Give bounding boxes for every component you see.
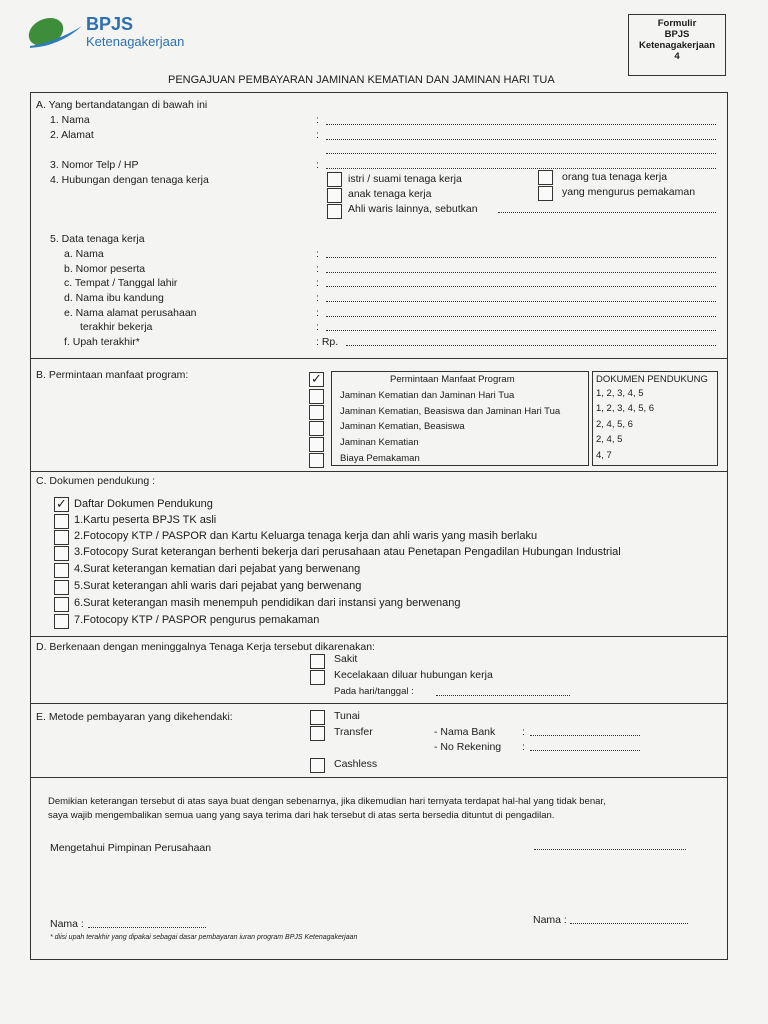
label-nama-right: Nama :	[533, 914, 567, 926]
program-table	[331, 371, 589, 466]
colon: :	[316, 321, 319, 333]
doc-item: 2.Fotocopy KTP / PASPOR dan Kartu Keluarga tenaga kerja dan ahli waris yang masih berlaku	[74, 530, 538, 542]
check-icon: ✓	[311, 371, 322, 386]
label-tk-nama: a. Nama	[64, 248, 104, 260]
checkbox-ahli-waris[interactable]	[327, 204, 342, 219]
option-transfer: Transfer	[334, 726, 373, 738]
option-ahli-waris: Ahli waris lainnya, sebutkan	[348, 203, 478, 215]
colon: :	[522, 741, 525, 753]
nama-left-field[interactable]	[88, 927, 206, 928]
upah-field[interactable]	[346, 345, 716, 346]
perusahaan-field-2[interactable]	[326, 330, 716, 331]
checkbox-daftar-dokumen[interactable]	[54, 497, 69, 512]
doc-item: 7.Fotocopy KTP / PASPOR pengurus pemakaman	[74, 614, 320, 626]
formbox-l4: 4	[674, 51, 680, 62]
ttl-field[interactable]	[326, 286, 716, 287]
label-terakhir-bekerja: terakhir bekerja	[80, 321, 153, 333]
ibu-kandung-field[interactable]	[326, 301, 716, 302]
docs-row: 2, 4, 5	[596, 434, 623, 445]
section-e-heading: E. Metode pembayaran yang dikehendaki:	[36, 711, 233, 723]
docs-row: 4, 7	[596, 450, 612, 461]
checkbox-istri-suami[interactable]	[327, 172, 342, 187]
checkbox-program-3[interactable]	[309, 421, 324, 436]
option-istri-suami: istri / suami tenaga kerja	[348, 173, 462, 185]
page-title: PENGAJUAN PEMBAYARAN JAMINAN KEMATIAN DAN JAMINAN HARI TUA	[168, 74, 555, 86]
rp-prefix: : Rp.	[316, 336, 339, 348]
label-mengetahui: Mengetahui Pimpinan Perusahaan	[50, 842, 212, 854]
footnote: * diisi upah terakhir yang dipakai sebagai dasar pembayaran iuran program BPJS Ketenagakerjaan	[50, 934, 358, 941]
bpjs-logo	[26, 12, 226, 52]
colon: :	[316, 307, 319, 319]
label-perusahaan: e. Nama alamat perusahaan	[64, 307, 197, 319]
doc-item: 1.Kartu peserta BPJS TK asli	[74, 514, 217, 526]
option-tunai: Tunai	[334, 710, 360, 722]
hari-tanggal-field[interactable]	[436, 695, 570, 696]
checkbox-cashless[interactable]	[310, 758, 325, 773]
divider-de	[30, 703, 727, 704]
option-orang-tua: orang tua tenaga kerja	[562, 171, 668, 183]
docs-row: 1, 2, 3, 4, 5	[596, 388, 644, 399]
section-d-heading: D. Berkenaan dengan meninggalnya Tenaga Kerja tersebut dikarenakan:	[36, 641, 375, 653]
option-sakit: Sakit	[334, 653, 358, 665]
checkbox-doc-5[interactable]	[54, 580, 69, 595]
section-b-heading: B. Permintaan manfaat program:	[36, 369, 189, 381]
checkbox-doc-2[interactable]	[54, 530, 69, 545]
doc-item: Daftar Dokumen Pendukung	[74, 498, 213, 510]
divider-ab	[30, 358, 727, 359]
label-hubungan: 4. Hubungan dengan tenaga kerja	[50, 174, 209, 186]
checkbox-program-5[interactable]	[309, 453, 324, 468]
label-nama: 1. Nama	[50, 114, 90, 126]
label-telp: 3. Nomor Telp / HP	[50, 159, 139, 171]
option-kecelakaan: Kecelakaan diluar hubungan kerja	[334, 669, 493, 681]
doc-item: 5.Surat keterangan ahli waris dari pejabat yang berwenang	[74, 580, 362, 592]
nomor-peserta-field[interactable]	[326, 272, 716, 273]
label-nama-left: Nama :	[50, 918, 84, 930]
checkbox-doc-6[interactable]	[54, 597, 69, 612]
checkbox-anak[interactable]	[327, 188, 342, 203]
leaf-logo-icon	[26, 12, 84, 50]
section-c-heading: C. Dokumen pendukung :	[36, 475, 156, 487]
colon: :	[522, 726, 525, 738]
form-number-box	[628, 14, 726, 76]
checkbox-kecelakaan[interactable]	[310, 670, 325, 685]
section-a-heading: A. Yang bertandatangan di bawah ini	[36, 99, 208, 111]
colon: :	[316, 159, 319, 171]
tk-nama-field[interactable]	[326, 257, 716, 258]
declaration-line-1: Demikian keterangan tersebut di atas saya buat dengan sebenarnya, jika dikemudian hari ternyata terdapat hal-hal yang tidak benar,	[48, 796, 606, 807]
checkbox-transfer[interactable]	[310, 726, 325, 741]
checkbox-program-4[interactable]	[309, 437, 324, 452]
label-ttl: c. Tempat / Tanggal lahir	[64, 277, 178, 289]
check-icon: ✓	[56, 496, 67, 511]
telp-field[interactable]	[326, 168, 716, 169]
label-nama-bank: - Nama Bank	[434, 726, 496, 738]
checkbox-program-header[interactable]	[309, 372, 324, 387]
label-upah: f. Upah terakhir*	[64, 336, 140, 348]
option-pengurus-pemakaman: yang mengurus pemakaman	[562, 186, 696, 198]
nama-bank-field[interactable]	[530, 735, 640, 736]
nama-right-field[interactable]	[570, 923, 688, 924]
label-hari-tanggal: Pada hari/tanggal :	[334, 686, 414, 697]
option-anak: anak tenaga kerja	[348, 188, 432, 200]
colon: :	[316, 292, 319, 304]
checkbox-doc-4[interactable]	[54, 563, 69, 578]
perusahaan-field[interactable]	[326, 316, 716, 317]
colon: :	[316, 114, 319, 126]
logo-brand: BPJS	[86, 14, 134, 34]
colon: :	[316, 277, 319, 289]
program-row: Jaminan Kematian dan Jaminan Hari Tua	[340, 390, 515, 401]
checkbox-doc-7[interactable]	[54, 614, 69, 629]
divider-bc	[30, 471, 727, 472]
checkbox-program-2[interactable]	[309, 405, 324, 420]
checkbox-program-1[interactable]	[309, 389, 324, 404]
ahli-waris-field[interactable]	[498, 212, 716, 213]
doc-item: 3.Fotocopy Surat keterangan berhenti bekerja dari perusahaan atau Penetapan Pengadilan Hubungan Industrial	[74, 546, 621, 558]
checkbox-doc-1[interactable]	[54, 514, 69, 529]
label-data-tenaga-kerja: 5. Data tenaga kerja	[50, 233, 145, 245]
alamat-field-2[interactable]	[326, 153, 716, 154]
form-frame	[30, 92, 728, 960]
colon: :	[316, 129, 319, 141]
label-ibu-kandung: d. Nama ibu kandung	[64, 292, 164, 304]
checkbox-tunai[interactable]	[310, 710, 325, 725]
declaration-line-2: saya wajib mengembalikan semua uang yang saya terima dari hak tersebut di atas serta bersedia dituntut di pengadilan.	[48, 810, 555, 821]
divider-cd	[30, 636, 727, 637]
divider-ef	[30, 777, 727, 778]
label-no-rekening: - No Rekening	[434, 741, 502, 753]
checkbox-orang-tua[interactable]	[538, 170, 553, 185]
checkbox-pengurus-pemakaman[interactable]	[538, 186, 553, 201]
no-rekening-field[interactable]	[530, 750, 640, 751]
formbox-l2: BPJS	[664, 29, 690, 40]
program-table-header: Permintaan Manfaat Program	[390, 374, 515, 385]
docs-table-header: DOKUMEN PENDUKUNG	[596, 374, 708, 385]
program-row: Biaya Pemakaman	[340, 453, 420, 464]
nama-field[interactable]	[326, 124, 716, 125]
colon: :	[316, 248, 319, 260]
checkbox-sakit[interactable]	[310, 654, 325, 669]
option-cashless: Cashless	[334, 758, 378, 770]
doc-item: 6.Surat keterangan masih menempuh pendidikan dari instansi yang berwenang	[74, 597, 461, 609]
logo-sub: Ketenagakerjaan	[86, 34, 185, 49]
doc-item: 4.Surat keterangan kematian dari pejabat yang berwenang	[74, 563, 361, 575]
program-row: Jaminan Kematian, Beasiswa dan Jaminan Hari Tua	[340, 406, 561, 417]
checkbox-doc-3[interactable]	[54, 546, 69, 561]
docs-row: 2, 4, 5, 6	[596, 419, 633, 430]
label-alamat: 2. Alamat	[50, 129, 94, 141]
colon: :	[316, 263, 319, 275]
docs-row: 1, 2, 3, 4, 5, 6	[596, 403, 655, 414]
formbox-l3: Ketenagakerjaan	[638, 40, 716, 51]
label-nomor-peserta: b. Nomor peserta	[64, 263, 146, 275]
formbox-l1: Formulir	[657, 18, 697, 29]
mengetahui-signature-field[interactable]	[534, 849, 686, 850]
alamat-field[interactable]	[326, 139, 716, 140]
program-row: Jaminan Kematian	[340, 437, 419, 448]
program-row: Jaminan Kematian, Beasiswa	[340, 421, 465, 432]
